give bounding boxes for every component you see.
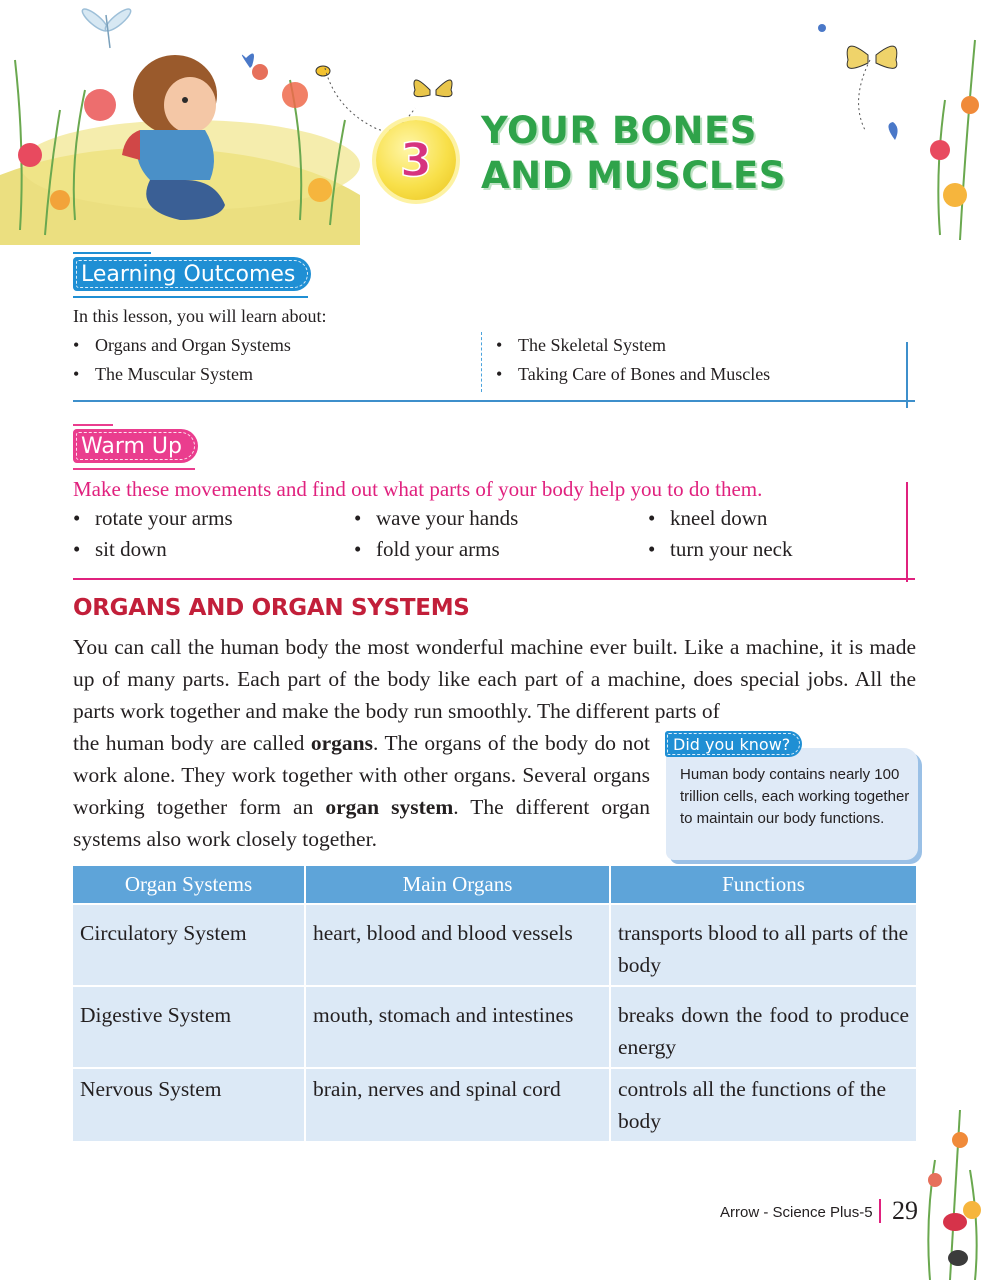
warm-up-rule <box>73 578 915 580</box>
table-header: Functions <box>610 866 916 904</box>
book-title: Arrow - Science Plus-5 <box>720 1204 873 1221</box>
warm-up-item: • sit down <box>73 537 167 562</box>
table-cell: brain, nerves and spinal cord <box>305 1068 610 1141</box>
ladybug-icon <box>943 1213 967 1231</box>
chapter-title-line1: YOUR BONES <box>481 109 757 152</box>
warm-up-underline <box>73 468 195 470</box>
text-run: . The organs of the body do not work alone. They work together with other organs. Several organs working together form an <box>73 731 650 819</box>
learning-outcome-item: • The Muscular System <box>73 364 253 385</box>
learning-outcome-item: • The Skeletal System <box>496 335 666 356</box>
learning-outcomes-intro: In this lesson, you will learn about: <box>73 306 327 326</box>
table-cell: heart, blood and blood vessels <box>305 904 610 986</box>
table-row <box>73 904 916 986</box>
learning-outcomes-accent-line <box>73 252 151 254</box>
learning-outcome-item: • Organs and Organ Systems <box>73 335 291 356</box>
chapter-title-line2: AND MUSCLES <box>481 154 786 197</box>
table-cell: controls all the functions of the body <box>610 1068 916 1141</box>
section-paragraph-continued <box>73 727 650 855</box>
organ-systems-table <box>73 866 916 1141</box>
warm-up-instructions: Make these movements and find out what parts of your body help you to do them. <box>73 477 763 501</box>
footer-separator <box>879 1199 881 1223</box>
learning-outcome-item: • Taking Care of Bones and Muscles <box>496 364 770 385</box>
learning-outcomes-side-rule <box>906 342 908 408</box>
chapter-header-illustration <box>0 0 989 245</box>
ladybug-icon <box>18 143 42 167</box>
learning-outcomes-underline <box>73 296 308 298</box>
learning-outcomes-rule <box>73 400 915 402</box>
table-cell: transports blood to all parts of the body <box>610 904 916 986</box>
table-header-row <box>73 866 916 904</box>
warm-up-item: • turn your neck <box>648 537 792 562</box>
table-row <box>73 986 916 1068</box>
column-divider <box>481 332 482 392</box>
chapter-number-badge <box>376 120 456 200</box>
table-cell: Nervous System <box>73 1068 305 1141</box>
table-header: Organ Systems <box>73 866 305 904</box>
did-you-know-label: Did you know? <box>665 731 802 757</box>
section-paragraph: You can call the human body the most wonderful machine ever built. Like a machine, it is made up of many parts. Each part of the body like each part of a machine, does special jobs. All the parts work together and make the body run smoothly. The different parts of <box>73 635 916 723</box>
table-cell: Digestive System <box>73 986 305 1068</box>
page-number: 29 <box>892 1196 918 1225</box>
table-cell: Circulatory System <box>73 904 305 986</box>
section-heading: ORGANS AND ORGAN SYSTEMS <box>73 595 470 621</box>
corner-flower-illustration <box>900 1100 989 1280</box>
term-organs: organs <box>310 731 373 755</box>
learning-outcomes-label: Learning Outcomes <box>73 257 311 291</box>
table-cell: mouth, stomach and intestines <box>305 986 610 1068</box>
warm-up-item: • rotate your arms <box>73 506 233 531</box>
chapter-number: 3 <box>399 133 432 187</box>
warm-up-side-rule <box>906 482 908 582</box>
warm-up-accent-line <box>73 424 113 426</box>
table-header: Main Organs <box>305 866 610 904</box>
warm-up-item: • fold your arms <box>354 537 500 562</box>
did-you-know-text: Human body contains nearly 100 trillion cells, each working together to maintain our body functions. <box>680 766 910 827</box>
warm-up-label: Warm Up <box>73 429 198 463</box>
chapter-title <box>481 108 841 198</box>
table-cell: breaks down the food to produce energy <box>610 986 916 1068</box>
text-run: the human body are called <box>73 731 311 755</box>
warm-up-item: • wave your hands <box>354 506 518 531</box>
text-run: . The different organ systems also work closely together. <box>73 795 650 851</box>
table-row <box>73 1068 916 1141</box>
term-organ-system: organ system <box>325 795 454 819</box>
warm-up-item: • kneel down <box>648 506 767 531</box>
